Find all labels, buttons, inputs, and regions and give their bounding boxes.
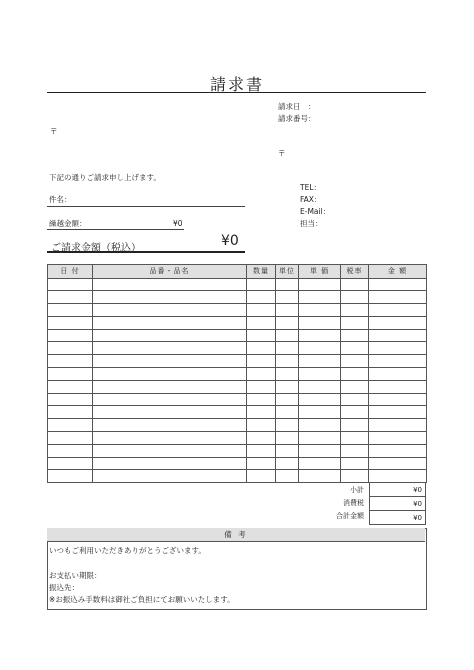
unit-cell bbox=[276, 329, 299, 342]
date-cell bbox=[48, 380, 93, 393]
table-row bbox=[48, 316, 427, 329]
unit-price-cell bbox=[299, 432, 341, 445]
date-cell bbox=[48, 432, 93, 445]
qty-cell bbox=[247, 368, 276, 381]
table-row bbox=[48, 406, 427, 419]
table-row bbox=[48, 380, 427, 393]
subject-underline bbox=[47, 206, 245, 207]
unit-cell bbox=[276, 342, 299, 355]
grand-total-label: 合計金額 bbox=[336, 512, 364, 520]
remarks-line-thanks: いつもご利用いただきありがとうございます。 bbox=[49, 546, 206, 555]
carryover-value: ¥0 bbox=[173, 219, 183, 228]
table-row bbox=[48, 278, 427, 291]
fax-label: FAX： bbox=[300, 195, 322, 204]
intro-text: 下記の通りご請求申し上げます。 bbox=[49, 173, 161, 182]
amount-cell bbox=[369, 304, 427, 317]
issuer-postal-mark: 〒 bbox=[278, 149, 286, 158]
unit-price-cell bbox=[299, 291, 341, 304]
table-row bbox=[48, 432, 427, 445]
table-row bbox=[48, 457, 427, 470]
unit-cell bbox=[276, 457, 299, 470]
unit-price-cell bbox=[299, 316, 341, 329]
grand-total-value: ¥0 bbox=[370, 511, 426, 525]
remarks-line-bank: 振込先： bbox=[49, 583, 79, 592]
tax-rate-cell bbox=[341, 329, 369, 342]
date-cell bbox=[48, 355, 93, 368]
unit-cell bbox=[276, 470, 299, 483]
items-header-row bbox=[48, 265, 427, 279]
unit-price-cell bbox=[299, 355, 341, 368]
item-cell bbox=[93, 368, 247, 381]
qty-cell bbox=[247, 432, 276, 445]
table-row bbox=[48, 342, 427, 355]
items-table bbox=[47, 264, 427, 483]
amount-cell bbox=[369, 432, 427, 445]
amount-cell bbox=[369, 342, 427, 355]
tax-rate-cell bbox=[341, 342, 369, 355]
carryover-label: 繰越金額： bbox=[49, 219, 87, 228]
date-cell bbox=[48, 342, 93, 355]
table-row bbox=[48, 419, 427, 432]
item-cell bbox=[93, 316, 247, 329]
tax-rate-cell bbox=[341, 291, 369, 304]
tax-rate-cell bbox=[341, 316, 369, 329]
item-cell bbox=[93, 278, 247, 291]
table-row bbox=[48, 291, 427, 304]
date-cell bbox=[48, 316, 93, 329]
totals-table bbox=[369, 482, 426, 525]
table-row bbox=[48, 329, 427, 342]
tax-rate-cell bbox=[341, 406, 369, 419]
date-cell bbox=[48, 278, 93, 291]
title-rule bbox=[47, 92, 426, 93]
contact-label: 担当： bbox=[300, 219, 323, 228]
table-row bbox=[48, 444, 427, 457]
qty-cell bbox=[247, 278, 276, 291]
unit-cell bbox=[276, 444, 299, 457]
amount-cell bbox=[369, 329, 427, 342]
item-cell bbox=[93, 380, 247, 393]
table-row bbox=[48, 368, 427, 381]
tax-rate-cell bbox=[341, 304, 369, 317]
item-cell bbox=[93, 291, 247, 304]
qty-cell bbox=[247, 291, 276, 304]
unit-cell bbox=[276, 419, 299, 432]
unit-price-cell bbox=[299, 329, 341, 342]
table-row bbox=[48, 304, 427, 317]
qty-cell bbox=[247, 342, 276, 355]
total-amount-value: ¥0 bbox=[221, 233, 239, 249]
date-cell bbox=[48, 457, 93, 470]
date-cell bbox=[48, 406, 93, 419]
tax-rate-cell bbox=[341, 419, 369, 432]
qty-cell bbox=[247, 470, 276, 483]
date-cell bbox=[48, 470, 93, 483]
qty-cell bbox=[247, 393, 276, 406]
unit-cell bbox=[276, 406, 299, 419]
recipient-postal-mark: 〒 bbox=[50, 127, 58, 136]
item-cell bbox=[93, 444, 247, 457]
item-cell bbox=[93, 419, 247, 432]
unit-cell bbox=[276, 368, 299, 381]
unit-cell bbox=[276, 355, 299, 368]
col-item-header: 品番・品名 bbox=[93, 265, 247, 279]
unit-price-cell bbox=[299, 380, 341, 393]
subtotal-label: 小計 bbox=[350, 486, 364, 494]
table-row bbox=[48, 393, 427, 406]
qty-cell bbox=[247, 329, 276, 342]
col-unit-header: 単位 bbox=[276, 265, 299, 279]
unit-cell bbox=[276, 316, 299, 329]
amount-cell bbox=[369, 457, 427, 470]
remarks-line-due-date: お支払い期限： bbox=[49, 571, 102, 580]
tax-rate-cell bbox=[341, 355, 369, 368]
unit-cell bbox=[276, 393, 299, 406]
col-unit-price-header: 単 価 bbox=[299, 265, 341, 279]
unit-price-cell bbox=[299, 406, 341, 419]
item-cell bbox=[93, 304, 247, 317]
amount-cell bbox=[369, 380, 427, 393]
total-amount-label: ご請求金額（税込） bbox=[51, 243, 141, 254]
item-cell bbox=[93, 457, 247, 470]
items-body bbox=[48, 278, 427, 483]
item-cell bbox=[93, 470, 247, 483]
tax-value: ¥0 bbox=[370, 497, 426, 511]
col-qty-header: 数量 bbox=[247, 265, 276, 279]
qty-cell bbox=[247, 419, 276, 432]
unit-price-cell bbox=[299, 342, 341, 355]
col-tax-rate-header: 税率 bbox=[341, 265, 369, 279]
item-cell bbox=[93, 342, 247, 355]
total-amount-underline bbox=[47, 251, 245, 253]
amount-cell bbox=[369, 406, 427, 419]
unit-cell bbox=[276, 380, 299, 393]
invoice-date-label: 請求日 ： bbox=[278, 102, 316, 111]
date-cell bbox=[48, 444, 93, 457]
amount-cell bbox=[369, 470, 427, 483]
col-amount-header: 金 額 bbox=[369, 265, 427, 279]
qty-cell bbox=[247, 355, 276, 368]
unit-price-cell bbox=[299, 419, 341, 432]
tax-rate-cell bbox=[341, 368, 369, 381]
tax-rate-cell bbox=[341, 470, 369, 483]
tel-label: TEL： bbox=[300, 183, 321, 192]
amount-cell bbox=[369, 355, 427, 368]
qty-cell bbox=[247, 380, 276, 393]
amount-cell bbox=[369, 419, 427, 432]
tax-rate-cell bbox=[341, 278, 369, 291]
invoice-number-label: 請求番号： bbox=[278, 114, 316, 123]
date-cell bbox=[48, 419, 93, 432]
remarks-line-fee-note: ※お振込み手数料は御社ご負担にてお願いいたします。 bbox=[49, 595, 235, 604]
unit-cell bbox=[276, 291, 299, 304]
subtotal-value: ¥0 bbox=[370, 483, 426, 497]
carryover-underline bbox=[47, 229, 184, 230]
subject-label: 件名： bbox=[49, 195, 72, 204]
date-cell bbox=[48, 329, 93, 342]
tax-rate-cell bbox=[341, 393, 369, 406]
unit-cell bbox=[276, 278, 299, 291]
amount-cell bbox=[369, 393, 427, 406]
unit-cell bbox=[276, 304, 299, 317]
amount-cell bbox=[369, 368, 427, 381]
item-cell bbox=[93, 432, 247, 445]
item-cell bbox=[93, 406, 247, 419]
tax-rate-cell bbox=[341, 444, 369, 457]
col-date-header: 日 付 bbox=[48, 265, 93, 279]
tax-rate-cell bbox=[341, 432, 369, 445]
qty-cell bbox=[247, 304, 276, 317]
date-cell bbox=[48, 304, 93, 317]
item-cell bbox=[93, 393, 247, 406]
qty-cell bbox=[247, 457, 276, 470]
item-cell bbox=[93, 355, 247, 368]
table-row bbox=[48, 355, 427, 368]
qty-cell bbox=[247, 316, 276, 329]
amount-cell bbox=[369, 291, 427, 304]
item-cell bbox=[93, 329, 247, 342]
unit-price-cell bbox=[299, 457, 341, 470]
amount-cell bbox=[369, 444, 427, 457]
amount-cell bbox=[369, 316, 427, 329]
tax-rate-cell bbox=[341, 380, 369, 393]
qty-cell bbox=[247, 444, 276, 457]
qty-cell bbox=[247, 406, 276, 419]
date-cell bbox=[48, 291, 93, 304]
unit-price-cell bbox=[299, 304, 341, 317]
date-cell bbox=[48, 393, 93, 406]
unit-price-cell bbox=[299, 470, 341, 483]
document-title: 請求書 bbox=[209, 75, 264, 94]
email-label: E-Mail： bbox=[300, 207, 331, 216]
unit-price-cell bbox=[299, 278, 341, 291]
unit-cell bbox=[276, 432, 299, 445]
tax-label: 消費税 bbox=[343, 499, 364, 507]
unit-price-cell bbox=[299, 393, 341, 406]
amount-cell bbox=[369, 278, 427, 291]
unit-price-cell bbox=[299, 368, 341, 381]
table-row bbox=[48, 470, 427, 483]
unit-price-cell bbox=[299, 444, 341, 457]
tax-rate-cell bbox=[341, 457, 369, 470]
remarks-heading: 備 考 bbox=[47, 528, 425, 542]
date-cell bbox=[48, 368, 93, 381]
